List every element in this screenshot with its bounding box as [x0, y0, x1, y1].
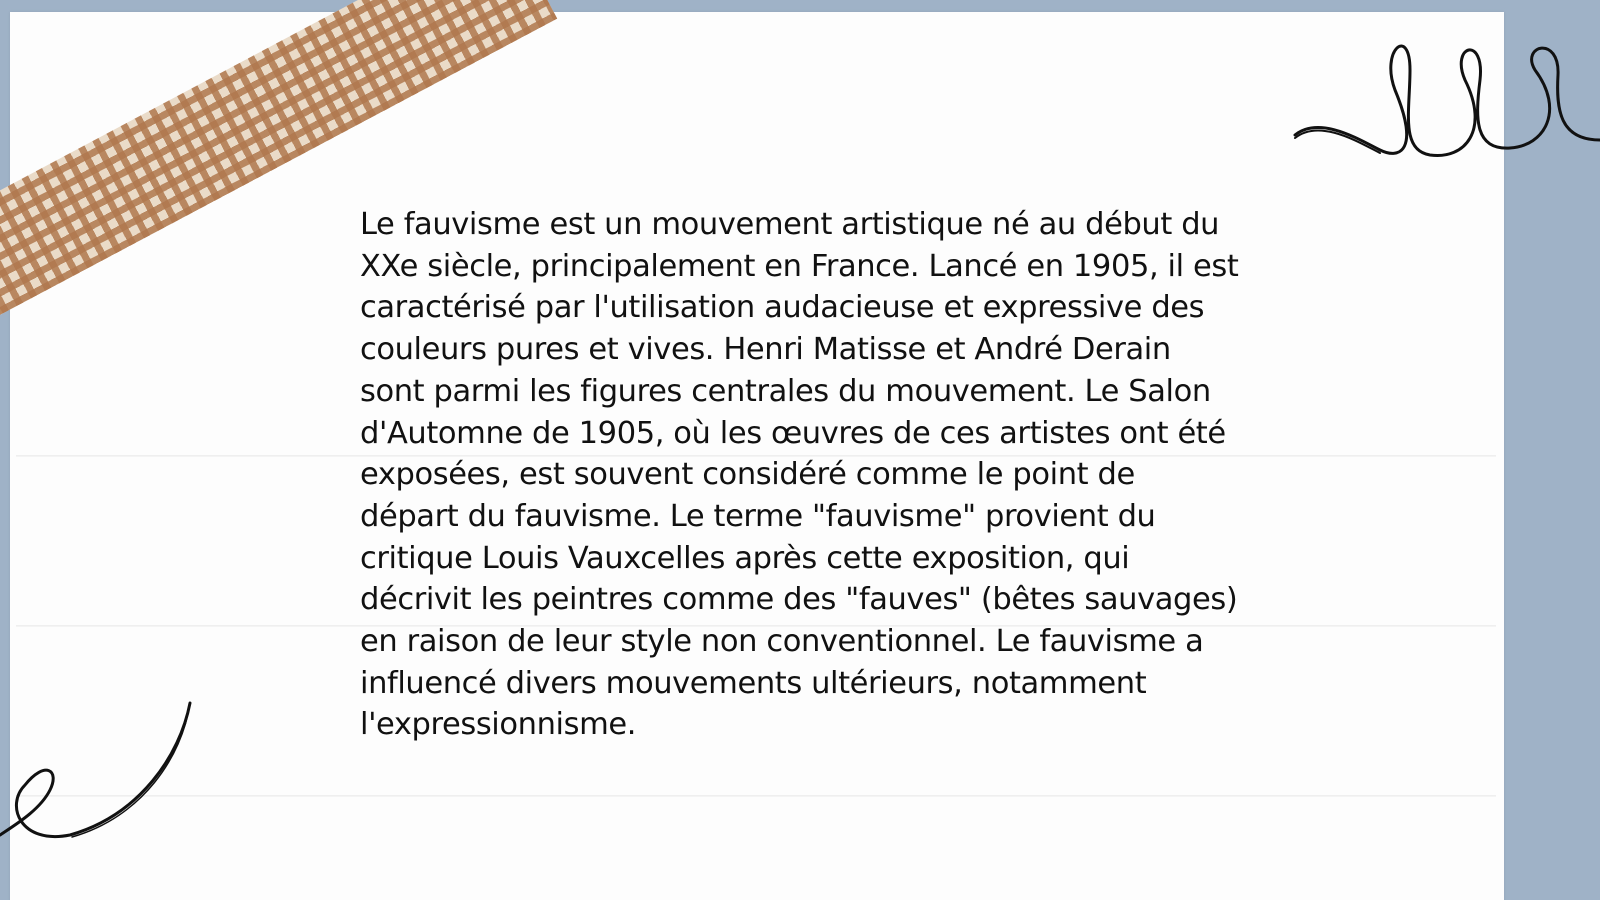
swirl-scribble-icon [0, 695, 200, 845]
loop-scribble-icon [1290, 30, 1600, 165]
paper-fold-line [16, 795, 1496, 797]
body-paragraph: Le fauvisme est un mouvement artistique né au début du XXe siècle, principalement en France. Lancé en 1905, il est caractérisé par l'utilisation audacieuse et expressive des couleurs pures et vives. Henri Matisse et André Derain sont parmi les figures centrales du mouvement. Le Salon d'Automne de 1905, où les œuvres de ces artistes ont été exposées, est souvent considéré comme le point de départ du fauvisme. Le terme "fauvisme" provient du critique Louis Vauxcelles après cette exposition, qui décrivit les peintres comme des "fauves" (bêtes sauvages) en raison de leur style non conventionnel. Le fauvisme a influencé divers mouvements ultérieurs, notamment l'expressionnisme. [360, 207, 1239, 743]
